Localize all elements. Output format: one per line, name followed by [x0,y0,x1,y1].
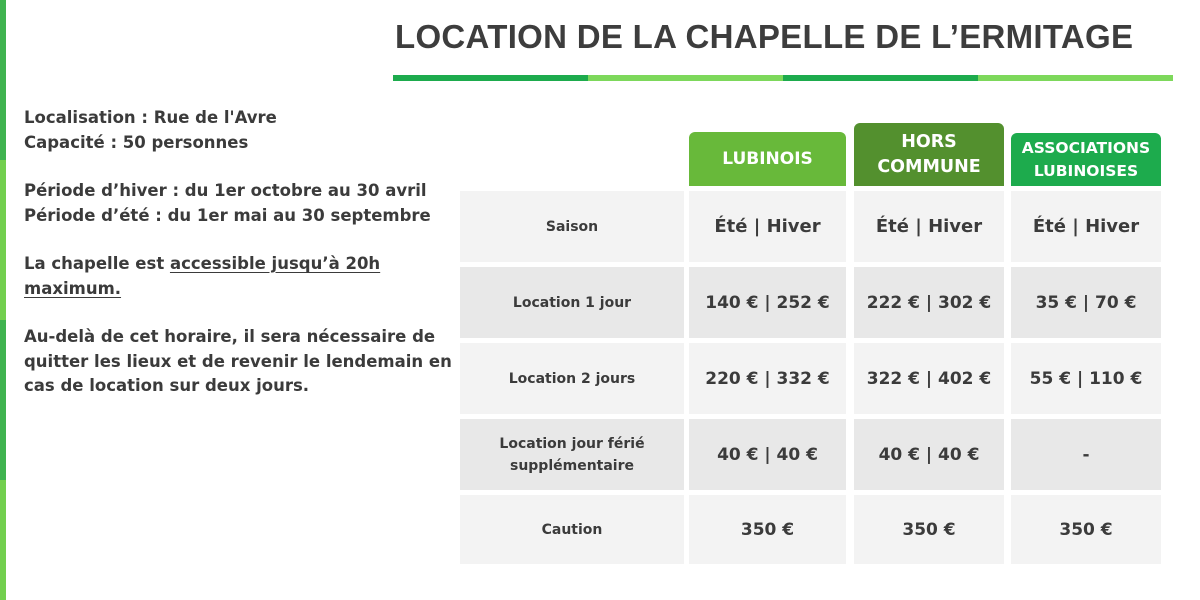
edge-stripe [0,0,6,160]
cell-2jours-associations: 55 € | 110 € [1011,343,1161,414]
edge-stripe [0,480,6,600]
cell-saison-associations: Été | Hiver [1011,191,1161,262]
cell-ferie-hors-commune: 40 € | 40 € [854,419,1004,490]
cell-ferie-associations: - [1011,419,1161,490]
cell-ferie-lubinois: 40 € | 40 € [689,419,846,490]
cell-caution-associations: 350 € [1011,495,1161,564]
localisation-text: Localisation : Rue de l'Avre [24,108,277,127]
row-label-location-2-jours: Location 2 jours [460,343,684,414]
cell-saison-lubinois: Été | Hiver [689,191,846,262]
info-panel [24,106,456,399]
cell-2jours-hors-commune: 322 € | 402 € [854,343,1004,414]
cell-2jours-lubinois: 220 € | 332 € [689,343,846,414]
header-hors-commune: HORS COMMUNE [854,123,1004,186]
cell-caution-hors-commune: 350 € [854,495,1004,564]
ete-period-text: Période d’été : du 1er mai au 30 septembre [24,205,431,225]
hiver-period-text: Période d’hiver : du 1er octobre au 30 avril [24,181,427,200]
header-associations: ASSOCIATIONS LUBINOISES [1011,133,1161,186]
edge-stripe [0,320,6,480]
row-label-jour-ferie: Location jour férié supplémentaire [460,419,684,490]
page-title: LOCATION DE LA CHAPELLE DE L’ERMITAGE [395,18,1134,55]
cell-1jour-lubinois: 140 € | 252 € [689,267,846,338]
access-text [24,252,456,301]
cell-caution-lubinois: 350 € [689,495,846,564]
row-label-caution: Caution [460,495,684,564]
access-underlined: accessible jusqu’à 20h maximum. [24,254,381,298]
title-underline [393,75,1173,81]
header-lubinois: LUBINOIS [689,132,846,186]
row-label-location-1-jour: Location 1 jour [460,267,684,338]
capacite-text: Capacité : 50 personnes [24,132,249,152]
access-prefix: La chapelle est [24,254,170,273]
cell-1jour-hors-commune: 222 € | 302 € [854,267,1004,338]
row-label-saison: Saison [460,191,684,262]
edge-stripe [0,160,6,320]
cell-1jour-associations: 35 € | 70 € [1011,267,1161,338]
cell-saison-hors-commune: Été | Hiver [854,191,1004,262]
beyond-hours-text: Au-delà de cet horaire, il sera nécessaire de quitter les lieux et de revenir le lendemain en cas de location sur deux jours. [24,327,452,395]
